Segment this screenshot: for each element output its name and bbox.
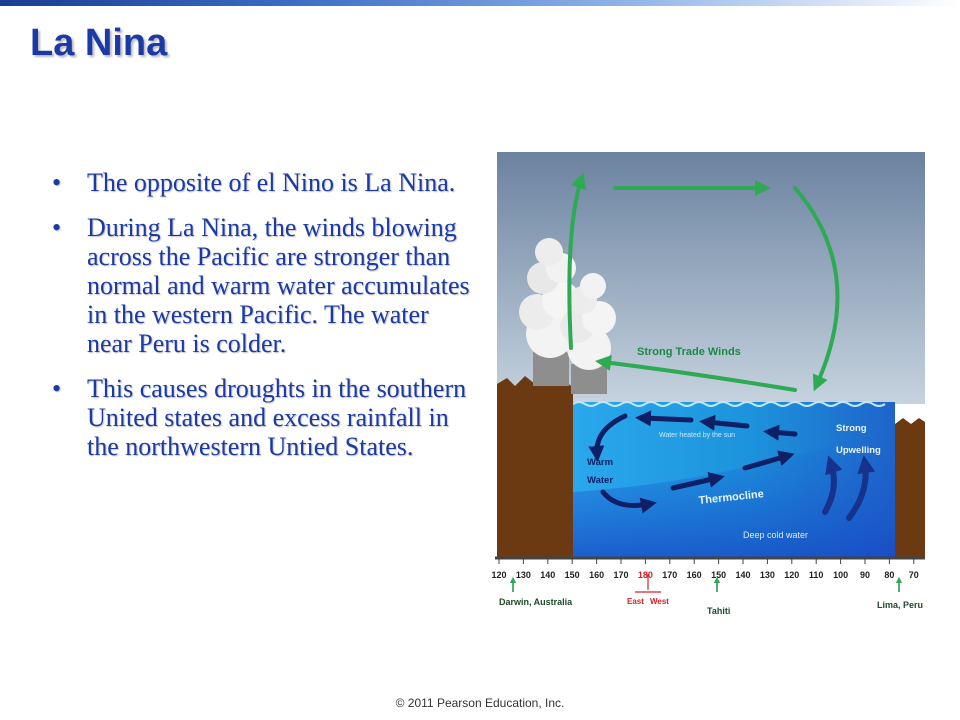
label-water: Water bbox=[587, 475, 614, 486]
scale-label: 160 bbox=[686, 570, 702, 580]
scale-label: 130 bbox=[759, 570, 775, 580]
slide-title: La Nina bbox=[30, 22, 168, 64]
bullet-item bbox=[50, 213, 470, 358]
land-east bbox=[895, 418, 925, 557]
scale-label: 100 bbox=[833, 570, 849, 580]
scale-label: 180 bbox=[637, 570, 653, 580]
la-nina-diagram bbox=[491, 152, 930, 630]
place-markers bbox=[513, 580, 899, 592]
scale-label: 110 bbox=[808, 570, 824, 580]
bullet-dot: • bbox=[52, 213, 62, 242]
land-west bbox=[497, 376, 573, 557]
scale-label: 120 bbox=[784, 570, 800, 580]
copyright-footer: © 2011 Pearson Education, Inc. bbox=[395, 696, 565, 710]
scale-label: 130 bbox=[515, 570, 531, 580]
label-deep-cold: Deep cold water bbox=[743, 530, 809, 540]
scale-label: 160 bbox=[589, 570, 605, 580]
scale-label: 170 bbox=[613, 570, 629, 580]
scale-label: 80 bbox=[884, 570, 895, 580]
scale-label: 140 bbox=[735, 570, 751, 580]
label-east: East bbox=[627, 597, 644, 606]
bullet-text: The opposite of el Nino is La Nina. bbox=[87, 168, 456, 197]
top-accent-bar bbox=[0, 0, 960, 6]
scale-label: 70 bbox=[908, 570, 919, 580]
label-warm: Warm bbox=[587, 457, 614, 468]
place-tahiti: Tahiti bbox=[707, 606, 731, 616]
bullet-list bbox=[50, 168, 470, 477]
scale-label: 150 bbox=[564, 570, 580, 580]
label-water-heated: Water heated by the sun bbox=[659, 432, 736, 439]
bullet-text: This causes droughts in the southern United states and excess rainfall in the northwestern Untied States. bbox=[87, 374, 467, 461]
label-upwelling: Upwelling bbox=[836, 445, 881, 456]
scale-label: 120 bbox=[491, 570, 507, 580]
scale-label: 170 bbox=[662, 570, 678, 580]
scale-labels bbox=[491, 570, 918, 580]
bullet-dot: • bbox=[52, 168, 62, 197]
scale-label: 150 bbox=[711, 570, 727, 580]
bullet-dot: • bbox=[52, 374, 62, 403]
label-west: West bbox=[650, 597, 669, 606]
label-thermocline: Thermocline bbox=[698, 488, 765, 507]
bullet-item bbox=[50, 374, 470, 461]
scale-label: 90 bbox=[859, 570, 871, 580]
bullet-item bbox=[50, 168, 470, 197]
place-lima: Lima, Peru bbox=[877, 600, 924, 610]
label-trade-winds: Strong Trade Winds bbox=[637, 346, 741, 358]
label-strong: Strong bbox=[836, 423, 867, 434]
place-darwin: Darwin, Australia bbox=[499, 597, 573, 607]
bullet-text: During La Nina, the winds blowing across the Pacific are stronger than normal and warm water accumulates in the western Pacific. The water near Peru is colder. bbox=[87, 213, 470, 358]
scale-label: 140 bbox=[540, 570, 556, 580]
